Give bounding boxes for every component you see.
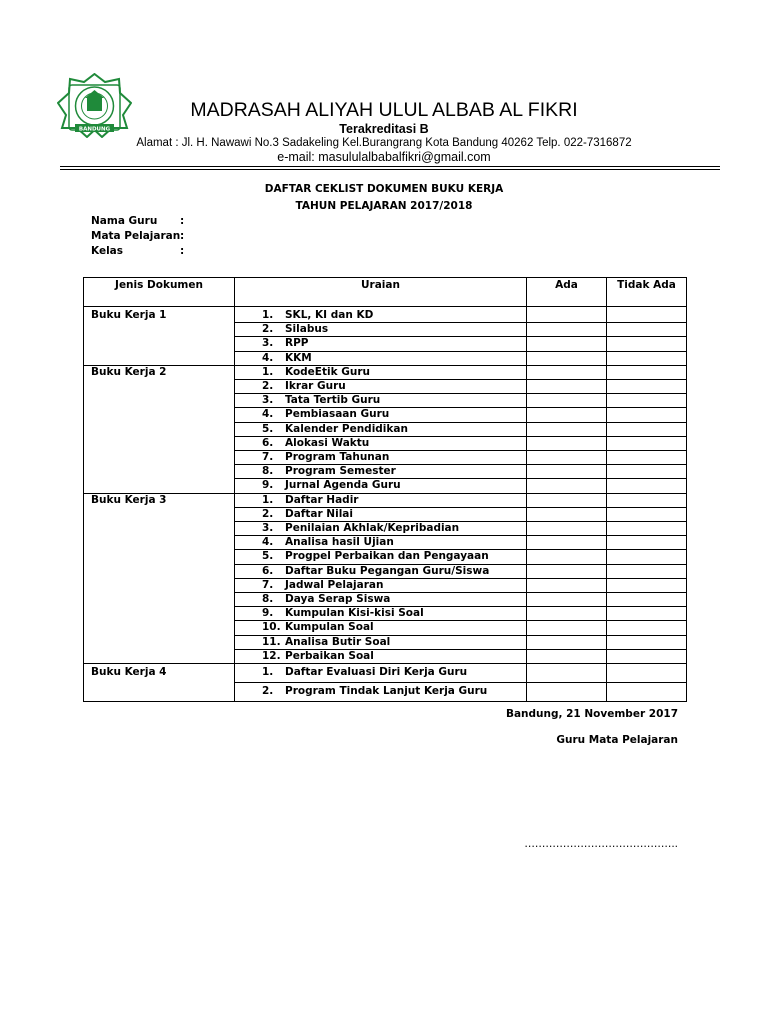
tidak-ada-cell[interactable] xyxy=(607,621,687,635)
doc-title: DAFTAR CEKLIST DOKUMEN BUKU KERJA xyxy=(264,183,504,195)
field-colon: : xyxy=(180,230,185,242)
table-row xyxy=(84,365,687,379)
ada-cell[interactable] xyxy=(527,507,607,521)
school-name: MADRASAH ALIYAH ULUL ALBAB AL FIKRI xyxy=(190,99,578,121)
item-label: Kumpulan Soal xyxy=(285,621,374,634)
item-number: 4. xyxy=(262,408,274,421)
item-label: RPP xyxy=(285,337,309,350)
tidak-ada-cell[interactable] xyxy=(607,578,687,592)
item-description xyxy=(235,380,527,394)
field-label: Nama Guru xyxy=(91,215,158,227)
field-colon: : xyxy=(180,245,185,257)
tidak-ada-cell[interactable] xyxy=(607,394,687,408)
school-email: e-mail: masululalbabalfikri@gmail.com xyxy=(277,150,491,164)
table-row xyxy=(84,307,687,323)
item-label: KKM xyxy=(285,351,312,364)
item-number: 6. xyxy=(262,436,274,449)
checklist-table xyxy=(83,277,687,702)
item-label: Jadwal Pelajaran xyxy=(285,578,384,591)
item-number: 11. xyxy=(262,635,281,648)
letterhead-divider-thin xyxy=(60,169,720,170)
item-label: Progpel Perbaikan dan Pengayaan xyxy=(285,550,489,563)
group-name: Buku Kerja 1 xyxy=(84,307,235,366)
table-body xyxy=(84,307,687,702)
ada-cell[interactable] xyxy=(527,307,607,323)
item-description xyxy=(235,465,527,479)
item-number: 9. xyxy=(262,607,274,620)
ada-cell[interactable] xyxy=(527,593,607,607)
item-number: 10. xyxy=(262,621,281,634)
ada-cell[interactable] xyxy=(527,465,607,479)
table-row xyxy=(84,664,687,683)
tidak-ada-cell[interactable] xyxy=(607,307,687,323)
item-label: SKL, KI dan KD xyxy=(285,309,374,321)
ada-cell[interactable] xyxy=(527,522,607,536)
item-description xyxy=(235,351,527,365)
item-description xyxy=(235,323,527,337)
ada-cell[interactable] xyxy=(527,635,607,649)
school-address: Alamat : Jl. H. Nawawi No.3 Sadakeling Kel.Burangrang Kota Bandung 40262 Telp. 022-7316872 xyxy=(136,137,632,149)
group-name: Buku Kerja 3 xyxy=(84,493,235,663)
group-name: Buku Kerja 4 xyxy=(84,664,235,702)
item-label: Tata Tertib Guru xyxy=(285,394,381,407)
header-ada: Ada xyxy=(527,278,607,307)
ada-cell[interactable] xyxy=(527,337,607,351)
item-number: 8. xyxy=(262,465,274,478)
tidak-ada-cell[interactable] xyxy=(607,564,687,578)
item-label: Alokasi Waktu xyxy=(285,436,370,449)
item-label: Analisa hasil Ujian xyxy=(285,536,394,549)
svg-text:BANDUNG: BANDUNG xyxy=(78,126,111,133)
item-label: Daftar Evaluasi Diri Kerja Guru xyxy=(285,666,468,679)
ada-cell[interactable] xyxy=(527,564,607,578)
item-description xyxy=(235,451,527,465)
item-description xyxy=(235,621,527,635)
item-number: 12. xyxy=(262,649,281,662)
item-description xyxy=(235,593,527,607)
tidak-ada-cell[interactable] xyxy=(607,436,687,450)
ada-cell[interactable] xyxy=(527,380,607,394)
place-date: Bandung, 21 November 2017 xyxy=(505,708,678,720)
item-number: 1. xyxy=(262,666,274,679)
item-number: 5. xyxy=(262,550,274,563)
ada-cell[interactable] xyxy=(527,536,607,550)
item-description xyxy=(235,578,527,592)
doc-subtitle: TAHUN PELAJARAN 2017/2018 xyxy=(295,200,473,212)
item-label: Ikrar Guru xyxy=(285,380,346,393)
tidak-ada-cell[interactable] xyxy=(607,550,687,564)
item-label: KodeEtik Guru xyxy=(285,365,370,378)
tidak-ada-cell[interactable] xyxy=(607,479,687,493)
item-label: Penilaian Akhlak/Kepribadian xyxy=(285,522,460,535)
tidak-ada-cell[interactable] xyxy=(607,380,687,394)
item-description xyxy=(235,683,527,702)
item-description xyxy=(235,479,527,493)
tidak-ada-cell[interactable] xyxy=(607,593,687,607)
field-kelas xyxy=(91,245,185,257)
signature-line: …………………………………….. xyxy=(524,838,678,850)
ada-cell[interactable] xyxy=(527,493,607,507)
item-label: Daya Serap Siswa xyxy=(285,593,391,606)
tidak-ada-cell[interactable] xyxy=(607,522,687,536)
field-mata-pelajaran xyxy=(91,230,185,242)
tidak-ada-cell[interactable] xyxy=(607,536,687,550)
ada-cell[interactable] xyxy=(527,351,607,365)
item-label: Daftar Hadir xyxy=(285,493,359,506)
item-label: Perbaikan Soal xyxy=(285,649,374,662)
tidak-ada-cell[interactable] xyxy=(607,337,687,351)
item-number: 3. xyxy=(262,394,274,407)
item-number: 7. xyxy=(262,451,274,464)
item-label: Program Semester xyxy=(285,465,396,478)
item-number: 1. xyxy=(262,309,274,321)
item-description xyxy=(235,408,527,422)
item-number: 3. xyxy=(262,522,274,535)
item-number: 9. xyxy=(262,479,274,492)
tidak-ada-cell[interactable] xyxy=(607,493,687,507)
item-number: 5. xyxy=(262,422,274,435)
ada-cell[interactable] xyxy=(527,365,607,379)
tidak-ada-cell[interactable] xyxy=(607,365,687,379)
field-label: Kelas xyxy=(91,245,124,257)
item-number: 8. xyxy=(262,593,274,606)
field-colon: : xyxy=(180,215,185,227)
tidak-ada-cell[interactable] xyxy=(607,649,687,663)
table-header-row xyxy=(84,278,687,307)
ada-cell[interactable] xyxy=(527,451,607,465)
header-uraian: Uraian xyxy=(235,278,527,307)
item-label: Program Tahunan xyxy=(285,451,390,464)
ada-cell[interactable] xyxy=(527,323,607,337)
field-label: Mata Pelajaran xyxy=(91,230,181,242)
item-label: Silabus xyxy=(285,323,329,336)
item-number: 6. xyxy=(262,564,274,577)
ada-cell[interactable] xyxy=(527,394,607,408)
ada-cell[interactable] xyxy=(527,436,607,450)
item-description xyxy=(235,307,527,323)
item-description xyxy=(235,522,527,536)
ada-cell[interactable] xyxy=(527,408,607,422)
item-label: Daftar Buku Pegangan Guru/Siswa xyxy=(285,564,490,577)
tidak-ada-cell[interactable] xyxy=(607,422,687,436)
item-description xyxy=(235,550,527,564)
item-description xyxy=(235,649,527,663)
item-number: 2. xyxy=(262,685,274,698)
item-number: 2. xyxy=(262,323,274,336)
ada-cell[interactable] xyxy=(527,649,607,663)
accreditation: Terakreditasi B xyxy=(339,122,429,136)
tidak-ada-cell[interactable] xyxy=(607,351,687,365)
tidak-ada-cell[interactable] xyxy=(607,451,687,465)
item-description xyxy=(235,365,527,379)
item-number: 1. xyxy=(262,365,274,378)
header-jenis-dokumen: Jenis Dokumen xyxy=(84,278,235,307)
item-label: Program Tindak Lanjut Kerja Guru xyxy=(285,685,488,698)
table-row xyxy=(84,493,687,507)
item-description xyxy=(235,507,527,521)
tidak-ada-cell[interactable] xyxy=(607,507,687,521)
item-label: Daftar Nilai xyxy=(285,507,353,520)
letterhead-divider xyxy=(60,166,720,167)
item-number: 7. xyxy=(262,578,274,591)
ada-cell[interactable] xyxy=(527,664,607,683)
tidak-ada-cell[interactable] xyxy=(607,465,687,479)
ada-cell[interactable] xyxy=(527,479,607,493)
tidak-ada-cell[interactable] xyxy=(607,664,687,683)
tidak-ada-cell[interactable] xyxy=(607,323,687,337)
item-description xyxy=(235,394,527,408)
item-description xyxy=(235,564,527,578)
ada-cell[interactable] xyxy=(527,578,607,592)
tidak-ada-cell[interactable] xyxy=(607,607,687,621)
item-label: Kumpulan Kisi-kisi Soal xyxy=(285,607,424,620)
item-number: 2. xyxy=(262,380,274,393)
item-description xyxy=(235,337,527,351)
tidak-ada-cell[interactable] xyxy=(607,683,687,702)
item-description xyxy=(235,436,527,450)
item-number: 3. xyxy=(262,337,274,350)
item-description xyxy=(235,493,527,507)
field-nama-guru xyxy=(91,215,185,227)
item-description xyxy=(235,607,527,621)
item-number: 4. xyxy=(262,536,274,549)
item-description xyxy=(235,635,527,649)
tidak-ada-cell[interactable] xyxy=(607,408,687,422)
item-label: Kalender Pendidikan xyxy=(285,422,408,435)
item-number: 1. xyxy=(262,493,274,506)
item-description xyxy=(235,422,527,436)
ada-cell[interactable] xyxy=(527,607,607,621)
group-name: Buku Kerja 2 xyxy=(84,365,235,493)
ada-cell[interactable] xyxy=(527,621,607,635)
header-tidak-ada: Tidak Ada xyxy=(607,278,687,307)
signature-role: Guru Mata Pelajaran xyxy=(556,734,678,746)
item-label: Analisa Butir Soal xyxy=(285,635,391,648)
item-number: 2. xyxy=(262,507,274,520)
item-description xyxy=(235,536,527,550)
tidak-ada-cell[interactable] xyxy=(607,635,687,649)
item-label: Jurnal Agenda Guru xyxy=(285,479,401,492)
item-description xyxy=(235,664,527,683)
ada-cell[interactable] xyxy=(527,550,607,564)
ada-cell[interactable] xyxy=(527,683,607,702)
item-number: 4. xyxy=(262,351,274,364)
ada-cell[interactable] xyxy=(527,422,607,436)
item-label: Pembiasaan Guru xyxy=(285,408,390,421)
